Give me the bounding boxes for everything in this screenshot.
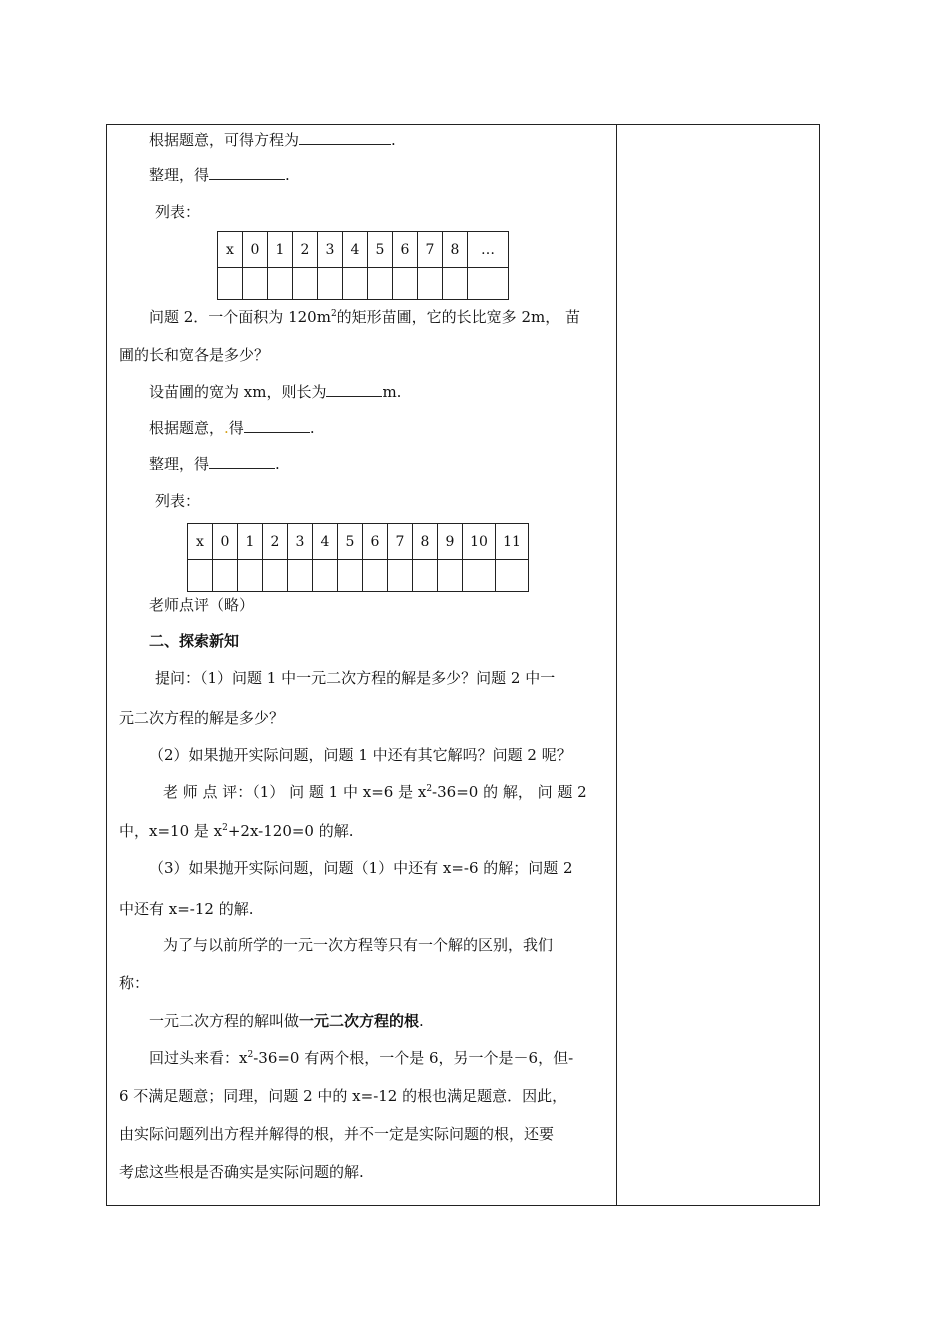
review-text: +2x-120=0 的解. [227, 822, 354, 840]
table-header-cell: 9 [438, 524, 463, 560]
table-answer-cell[interactable] [443, 268, 468, 300]
q2-equation-line: 根据题意，.得 . [149, 419, 315, 437]
table-header-cell: 4 [313, 524, 338, 560]
table-header-cell: 6 [363, 524, 388, 560]
q2-problem-line2: 圃的长和宽各是多少？ [119, 346, 270, 364]
teacher-comment: 老师点评（略） [149, 596, 255, 614]
q2-set-text: 设苗圃的宽为 xm，则长为 [149, 383, 327, 401]
table-header-cell: x [188, 524, 213, 560]
q2-problem-text: 问题 2．一个面积为 120m [149, 308, 331, 326]
intro-line2: 称： [119, 974, 150, 992]
table-header-cell: 0 [213, 524, 238, 560]
look-back-line3: 由实际问题列出方程并解得的根，并不一定是实际问题的根，还要 [119, 1125, 555, 1143]
superscript: 2 [426, 784, 433, 794]
look-back-text: 回过头来看：x [149, 1049, 248, 1067]
table-header-cell: 10 [463, 524, 496, 560]
q2-equation-prompt: 根据题意， [149, 419, 225, 437]
answer-blank[interactable] [326, 382, 382, 397]
q1-value-table [217, 231, 509, 300]
table-header-cell: … [468, 232, 509, 268]
review-line2 [119, 821, 609, 841]
answer-blank[interactable] [244, 418, 310, 433]
q2-simplify-line: 整理，得 . [149, 455, 280, 473]
q2-problem-line1 [119, 307, 639, 327]
superscript: 2 [247, 1050, 254, 1060]
q2-value-table [187, 523, 529, 592]
table-header-cell: 8 [413, 524, 438, 560]
table-header-cell: x [218, 232, 243, 268]
q1-simplify-prompt: 整理，得 [149, 166, 210, 184]
table-answer-cell[interactable] [293, 268, 318, 300]
review-text: -36=0 的 解， 问 题 2 [432, 783, 587, 801]
ask-1-line1: 提问：（1）问题 1 中一元二次方程的解是多少？问题 2 中一 [155, 669, 556, 687]
table-header-cell: 5 [338, 524, 363, 560]
stray-dot: . [224, 419, 229, 437]
table-blank-row [218, 268, 509, 300]
table-header-cell: 2 [293, 232, 318, 268]
ask-2: （2）如果抛开实际问题，问题 1 中还有其它解吗？问题 2 呢？ [149, 746, 572, 764]
table-header-cell: 3 [318, 232, 343, 268]
look-back-line2: 6 不满足题意；同理，问题 2 中的 x=-12 的根也满足题意．因此， [119, 1087, 568, 1105]
table-blank-row [188, 560, 529, 592]
table-answer-cell[interactable] [188, 560, 213, 592]
q2-problem-text: 的矩形苗圃，它的长比宽多 2m， 苗 [336, 308, 580, 326]
look-back-line4: 考虑这些根是否确实是实际问题的解. [119, 1163, 364, 1181]
table-header-cell: 1 [268, 232, 293, 268]
table-answer-cell[interactable] [238, 560, 263, 592]
table-answer-cell[interactable] [463, 560, 496, 592]
table-answer-cell[interactable] [343, 268, 368, 300]
table-header-row [188, 524, 529, 560]
table-header-row [218, 232, 509, 268]
q2-table-label: 列表： [155, 492, 201, 510]
q2-equation-prompt: 得 [228, 419, 244, 437]
q1-equation-line: 根据题意，可得方程为 . [149, 131, 396, 149]
table-answer-cell[interactable] [468, 268, 509, 300]
table-header-cell: 6 [393, 232, 418, 268]
ask-3-line1: （3）如果抛开实际问题，问题（1）中还有 x=-6 的解；问题 2 [149, 859, 573, 877]
look-back-text: -36=0 有两个根，一个是 6，另一个是－6，但- [253, 1049, 574, 1067]
q2-set-line [119, 382, 639, 402]
unit-text: m. [382, 383, 402, 401]
column-divider [616, 125, 617, 1205]
intro-line1: 为了与以前所学的一元一次方程等只有一个解的区别，我们 [163, 936, 554, 954]
answer-blank[interactable] [209, 165, 285, 180]
table-header-cell: 7 [418, 232, 443, 268]
review-text: 老 师 点 评：（1） 问 题 1 中 x=6 是 x [163, 783, 427, 801]
table-answer-cell[interactable] [418, 268, 443, 300]
look-back-line1 [119, 1048, 639, 1068]
definition-text: 一元二次方程的解叫做 [149, 1012, 300, 1030]
table-answer-cell[interactable] [338, 560, 363, 592]
review-text: 中，x=10 是 x [119, 822, 223, 840]
ask-1-line2: 元二次方程的解是多少？ [119, 709, 285, 727]
table-answer-cell[interactable] [268, 268, 293, 300]
table-answer-cell[interactable] [263, 560, 288, 592]
superscript: 2 [330, 309, 337, 319]
table-answer-cell[interactable] [288, 560, 313, 592]
table-header-cell: 4 [343, 232, 368, 268]
table-answer-cell[interactable] [413, 560, 438, 592]
lesson-table-frame [106, 124, 820, 1206]
table-header-cell: 11 [496, 524, 529, 560]
review-line1 [119, 782, 653, 802]
table-header-cell: 3 [288, 524, 313, 560]
q1-equation-prompt: 根据题意，可得方程为 [149, 131, 300, 149]
q1-simplify-line: 整理，得 . [149, 166, 290, 184]
ask-3-line2: 中还有 x=-12 的解. [119, 900, 254, 918]
definition-text: . [419, 1012, 424, 1030]
definition-term: 一元二次方程的根 [299, 1012, 420, 1030]
q1-table-label: 列表： [155, 203, 201, 221]
table-answer-cell[interactable] [313, 560, 338, 592]
table-header-cell: 2 [263, 524, 288, 560]
table-answer-cell[interactable] [213, 560, 238, 592]
table-answer-cell[interactable] [368, 268, 393, 300]
answer-blank[interactable] [209, 454, 275, 469]
table-answer-cell[interactable] [318, 268, 343, 300]
section-heading: 二、探索新知 [149, 632, 240, 650]
table-header-cell: 1 [238, 524, 263, 560]
table-header-cell: 8 [443, 232, 468, 268]
table-header-cell: 0 [243, 232, 268, 268]
answer-blank[interactable] [299, 130, 391, 145]
definition-line [119, 1011, 639, 1031]
table-answer-cell[interactable] [393, 268, 418, 300]
q2-simplify-prompt: 整理，得 [149, 455, 210, 473]
superscript: 2 [222, 823, 228, 833]
table-answer-cell[interactable] [218, 268, 243, 300]
table-answer-cell[interactable] [388, 560, 413, 592]
table-answer-cell[interactable] [243, 268, 268, 300]
table-answer-cell[interactable] [496, 560, 529, 592]
table-header-cell: 7 [388, 524, 413, 560]
table-header-cell: 5 [368, 232, 393, 268]
table-answer-cell[interactable] [363, 560, 388, 592]
table-answer-cell[interactable] [438, 560, 463, 592]
